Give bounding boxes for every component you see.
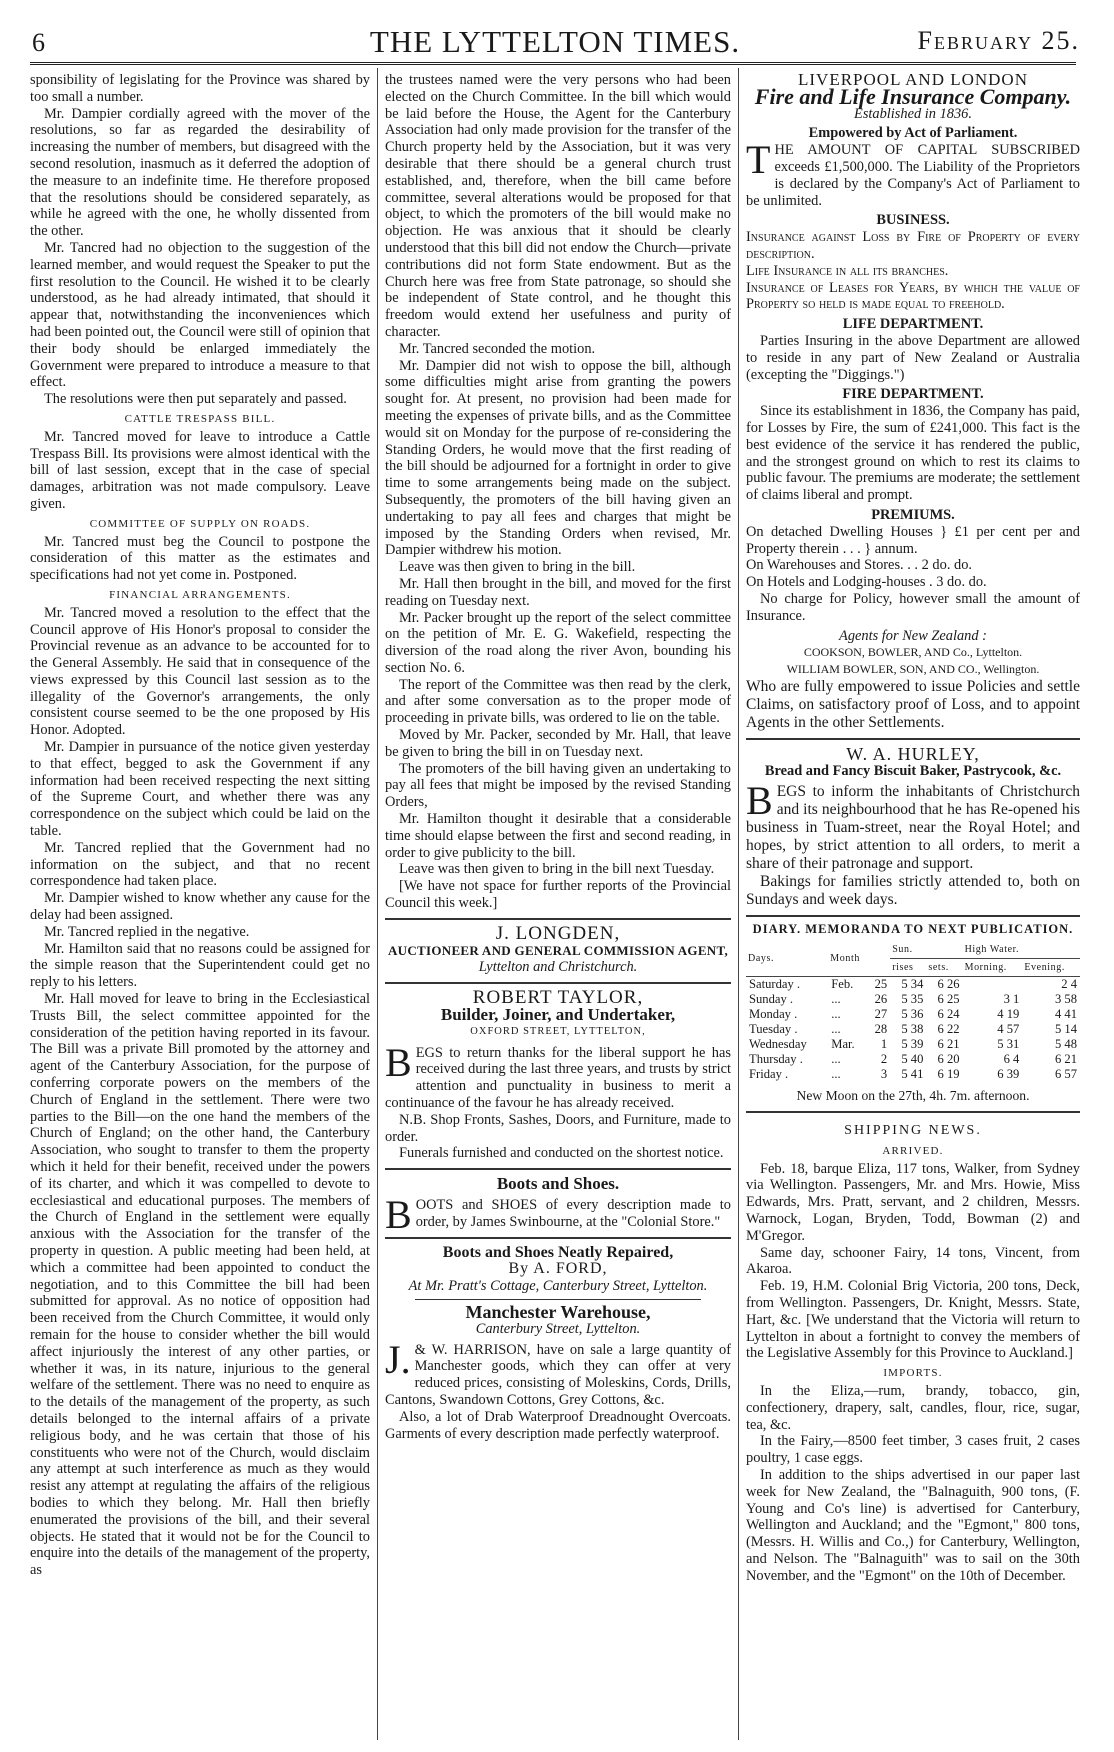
newspaper-title: THE LYTTELTON TIMES. bbox=[369, 24, 741, 59]
diary-cell-morning: 4 19 bbox=[997, 1007, 1020, 1022]
paragraph: Funerals furnished and conducted on the shortest notice. bbox=[399, 1145, 724, 1162]
diary-cell-date: 26 bbox=[874, 992, 888, 1007]
diary-cell-evening: 6 21 bbox=[1054, 1052, 1077, 1067]
diary-cell-month: ... bbox=[831, 1007, 841, 1022]
paragraph: The report of the Committee was then read by the clerk, and after some conversation as to the proper mode of proceeding in private bills, was ordered to lie on the table. bbox=[385, 676, 731, 727]
insurance-agent: WILLIAM BOWLER, SON, AND CO., Wellington. bbox=[786, 662, 1040, 677]
diary-cell-sets: 6 20 bbox=[937, 1052, 960, 1067]
column-2 bbox=[385, 72, 731, 1742]
paragraph: sponsibility of legislating for the Province was shared by too small a number. bbox=[30, 72, 370, 105]
diary-cell-evening: 5 14 bbox=[1054, 1022, 1077, 1037]
diary-cell-morning: 6 39 bbox=[997, 1067, 1020, 1082]
paragraph: Mr. Dampier wished to know whether any cause for the delay had been assigned. bbox=[30, 890, 370, 924]
paragraph: Mr. Hall moved for leave to bring in the Ecclesiastical Trusts Bill, the select committee appointed for the consideration of the petition having reported in its favour. The Bill was a private Bill promoted by the attorney and agent of the Canterbury Association, for the purpose of conferring corporate powers on the members of the Church of England in the settlement. There were two parties to the Bill—on the one hand the members of the Church of England; on the other hand, the Canterbury Association, who sought to transfer to them the property which it held for their benefit, received under the powers of its charter, and which it was compelled to devote to ecclesiastical and educational purposes. The members of the Church of England in the settlement were equally anxious with the Association for the transfer of the property in question. A public meeting had been held, at which a committee had been appointed to conduct the negotiation, and to this Committee the bill had been submitted for approval. As no notice of opposition had been received from the Church Committee, it would only remain for the house to consider whether the bill would affect injuriously the interest of any other parties, or whether it was, in its nature, injurious to the general welfare of the settlement. There was no need to enquire as to the details of the management of the property, as such details belonged to the internal affairs of a private religious body, and he was certain that those of his constituents who were not of the Church, would disclaim any attempt at such interference as much as they would resist any attempt at regulating the affairs of the religious bodies to which they belong. Mr. Hall then briefly enumerated the provisions of the bill, and their several objects. He stated that it would not be for the Council to enquire into the details of the management of the property, as bbox=[30, 991, 370, 1579]
premium-row: On Warehouses and Stores. . . 2 do. do. bbox=[746, 557, 972, 574]
advert-separator bbox=[385, 982, 731, 984]
diary-row bbox=[746, 992, 1080, 1007]
shipping-entry: In the Eliza,—rum, brandy, tobacco, gin, confectionery, drapery, salt, candles, flour, rice, sugar, tea, &c. bbox=[746, 1383, 1080, 1433]
advert-manchester-title: Manchester Warehouse, bbox=[465, 1301, 651, 1322]
diary-header-month: Month bbox=[828, 941, 890, 977]
paragraph: The promoters of the bill having given an undertaking to pay all fees that might be imposed by the revised Standing Orders, bbox=[385, 760, 731, 811]
insurance-fire-heading: FIRE DEPARTMENT. bbox=[842, 386, 984, 403]
diary-cell-sets: 6 25 bbox=[937, 992, 960, 1007]
advert-manchester-text: J. & W. HARRISON, have on sale a large quantity of Manchester goods, which they can offer at very reduced prices, consisting of Moleskins, Cords, Drills, Cantons, Swandown Cottons, Grey Cottons, &c. bbox=[385, 1336, 731, 1408]
paragraph: Mr. Tancred seconded the motion. bbox=[399, 340, 596, 357]
diary-cell-date: 2 bbox=[880, 1052, 888, 1067]
diary-header-sets: sets. bbox=[926, 959, 962, 977]
diary-box bbox=[746, 915, 1080, 1113]
diary-row bbox=[746, 1037, 1080, 1052]
paragraph: The resolutions were then put separately and passed. bbox=[44, 391, 347, 408]
insurance-business-item: Insurance against Loss by Fire of Property of every description. bbox=[746, 229, 1080, 262]
advert-separator bbox=[746, 738, 1080, 740]
paragraph: Mr. Tancred replied that the Government had no information on the subject, and that no recent correspondence had taken place. bbox=[30, 839, 370, 890]
paragraph: No charge for Policy, however small the amount of Insurance. bbox=[746, 590, 1080, 624]
shipping-entry: In addition to the ships advertised in our paper last week for New Zealand, the "Balnaguith, 900 tons, (F. Young and Co's line) is advertised for Canterbury, Wellington and Auckland; and the "Egmont," 800 tons, (Messrs. H. Willis and Co.,) for Canterbury, Wellington, and Nelson. The "Balnaguith" was to sail on the 30th November, and the "Egmont" on the 10th of December. bbox=[746, 1467, 1080, 1584]
masthead bbox=[30, 18, 1080, 62]
paragraph: Also, a lot of Drab Waterproof Dreadnought Overcoats. Garments of every description made perfectly waterproof. bbox=[385, 1408, 731, 1442]
insurance-life-heading: LIFE DEPARTMENT. bbox=[842, 316, 984, 333]
premium-row: On detached Dwelling Houses } £1 per cent per and Property therein . . . } annum. bbox=[746, 523, 1080, 557]
paragraph: Leave was then given to bring in the bill next Tuesday. bbox=[399, 861, 715, 878]
insurance-agents-heading: Agents for New Zealand : bbox=[839, 627, 987, 644]
insurance-title: LIVERPOOL AND LONDON bbox=[798, 72, 1028, 89]
paragraph: Leave was then given to bring in the bill. bbox=[399, 559, 636, 576]
diary-header-sun: Sun. bbox=[890, 941, 962, 959]
shipping-entry: Same day, schooner Fairy, 14 tons, Vincent, from Akaroa. bbox=[746, 1244, 1080, 1278]
section-heading: FINANCIAL ARRANGEMENTS. bbox=[109, 588, 291, 601]
column-divider bbox=[738, 68, 739, 1740]
column-3 bbox=[746, 72, 1080, 1742]
paragraph: Mr. Hamilton said that no reasons could be assigned for the simple reason that the Superintendent could get no reply to his letters. bbox=[30, 940, 370, 991]
insurance-agent: COOKSON, BOWLER, AND Co., Lyttelton. bbox=[803, 645, 1023, 660]
paragraph: [We have not space for further reports of the Provincial Council this week.] bbox=[385, 878, 731, 912]
advert-taylor-name: ROBERT TAYLOR, bbox=[472, 987, 644, 1009]
insurance-empowered: Empowered by Act of Parliament. bbox=[808, 125, 1018, 142]
diary-cell-morning: 3 1 bbox=[1003, 992, 1020, 1007]
advert-taylor-trade: Builder, Joiner, and Undertaker, bbox=[440, 1005, 676, 1025]
diary-cell-rises: 5 39 bbox=[901, 1037, 924, 1052]
diary-header-days: Days. bbox=[746, 941, 828, 977]
drop-cap: J. bbox=[385, 1336, 411, 1382]
diary-cell-date: 28 bbox=[874, 1022, 888, 1037]
masthead-rule bbox=[30, 62, 1076, 65]
diary-cell-rises: 5 36 bbox=[901, 1007, 924, 1022]
advert-hurley-name: W. A. HURLEY, bbox=[846, 743, 980, 764]
paragraph: Since its establishment in 1836, the Company has paid, for Losses by Fire, the sum of £241,000. This fact is the best evidence of the service it has rendered the public, and the strongest ground on which to rest its claims to public favour. The premiums are moderate; the settlement of claims liberal and prompt. bbox=[746, 403, 1080, 504]
diary-cell-rises: 5 40 bbox=[901, 1052, 924, 1067]
shipping-news-title: SHIPPING NEWS. bbox=[844, 1123, 982, 1139]
advert-repair-by: By A. FORD, bbox=[508, 1260, 608, 1278]
diary-cell-rises: 5 34 bbox=[901, 977, 924, 992]
diary-cell-sets: 6 19 bbox=[937, 1067, 960, 1082]
diary-cell-day: Monday . bbox=[749, 1007, 798, 1022]
advert-taylor-text: BEGS to return thanks for the liberal support he has received during the last three years, and trusts by strict attention and punctuality in business to merit a continuance of the favour he has already received. bbox=[385, 1039, 731, 1112]
diary-cell-date: 27 bbox=[874, 1007, 888, 1022]
diary-cell-sets: 6 24 bbox=[937, 1007, 960, 1022]
advert-longden-place: Lyttelton and Christchurch. bbox=[478, 959, 638, 976]
shipping-entry: Feb. 19, H.M. Colonial Brig Victoria, 200 tons, Deck, from Wellington. Passengers, Dr. Knight, Messrs. State, Hart, &c. [We understand that the Victoria will return to Lyttelton in about a fortnight to convey the members of the Legislative Assembly for this Province to Auckland.] bbox=[746, 1278, 1080, 1362]
diary-cell-rises: 5 41 bbox=[901, 1067, 924, 1082]
paragraph: Mr. Dampier cordially agreed with the mover of the resolutions, so far as regarded the desirability of increasing the number of members, but disagreed with the second resolution, inasmuch as it deferred the adoption of the measure to an indefinite time. He therefore proposed that the resolutions should be considered separately, as while he agreed with the one, he wholly dissented from the other. bbox=[30, 105, 370, 240]
diary-cell-month: ... bbox=[831, 1067, 841, 1082]
paragraph: Mr. Packer brought up the report of the select committee on the petition of Mr. E. G. Wakefield, respecting the diversion of the road along the river Avon, bounding his section No. 6. bbox=[385, 609, 731, 676]
diary-cell-morning: 4 57 bbox=[997, 1022, 1020, 1037]
advert-longden-trade: AUCTIONEER AND GENERAL COMMISSION AGENT, bbox=[387, 942, 729, 958]
advert-repair-address: At Mr. Pratt's Cottage, Canterbury Street, Lyttelton. bbox=[408, 1278, 708, 1295]
advert-boots-title: Boots and Shoes. bbox=[496, 1174, 620, 1194]
paragraph: Moved by Mr. Packer, seconded by Mr. Hall, that leave be given to bring the bill in on Tuesday next. bbox=[385, 727, 731, 760]
advert-hurley-text: BEGS to inform the inhabitants of Christchurch and its neighbourhood that he has Re-opened his business in Tuam-street, near the Royal Hotel; and hopes, by strict attention to all orders, to merit a share of their patronage and support. bbox=[746, 778, 1080, 873]
paragraph: Mr. Hall then brought in the bill, and moved for the first reading on Tuesday next. bbox=[385, 575, 731, 609]
section-heading: COMMITTEE OF SUPPLY ON ROADS. bbox=[89, 517, 311, 530]
diary-cell-evening: 2 4 bbox=[1061, 977, 1077, 992]
diary-cell-month: ... bbox=[831, 992, 841, 1007]
paragraph: Mr. Tancred moved a resolution to the effect that the Council approve of His Honor's proposal to consider the Provincial revenue as an advance to be accounted for to the General Assembly. He said that in consequence of the views expressed by this Council last session as to the illegality of the Governor's arrangements, the only consistent course seemed to be the one proposed by His Honor. Adopted. bbox=[30, 604, 370, 739]
diary-table bbox=[746, 941, 1080, 1082]
advert-separator bbox=[385, 918, 731, 920]
diary-cell-rises: 5 35 bbox=[901, 992, 924, 1007]
diary-row bbox=[746, 1067, 1080, 1082]
diary-cell-evening: 3 58 bbox=[1054, 992, 1077, 1007]
insurance-premiums-heading: PREMIUMS. bbox=[871, 506, 955, 523]
paragraph: Mr. Tancred had no objection to the suggestion of the learned member, and would request the Speaker to put the first resolution to the Council. He wished it to be clearly understood, as he had already intimated, that should it appear that, notwithstanding the inconveniences which had been pointed out, the Council were still of opinion that their body should be enlarged immediately the Government were prepared to introduce a measure to that effect. bbox=[30, 239, 370, 391]
diary-cell-date: 3 bbox=[880, 1067, 888, 1082]
paragraph: Bakings for families strictly attended to, both on Sundays and week days. bbox=[746, 873, 1080, 909]
diary-cell-month: ... bbox=[831, 1052, 841, 1067]
paragraph: Mr. Tancred moved for leave to introduce a Cattle Trespass Bill. Its provisions were almost identical with the bill of last session, except that in the case of special damages, arbitration was not made compulsory. Leave given. bbox=[30, 428, 370, 512]
diary-cell-sets: 6 26 bbox=[937, 977, 960, 992]
drop-cap: B bbox=[746, 778, 773, 824]
diary-cell-rises: 5 38 bbox=[901, 1022, 924, 1037]
diary-cell-morning: 6 4 bbox=[1003, 1052, 1020, 1067]
diary-row bbox=[746, 977, 1080, 993]
advert-taylor-address: OXFORD STREET, LYTTELTON, bbox=[470, 1025, 646, 1037]
shipping-entry: In the Fairy,—8500 feet timber, 3 cases fruit, 2 cases poultry, 1 case eggs. bbox=[746, 1433, 1080, 1467]
diary-cell-sets: 6 22 bbox=[937, 1022, 960, 1037]
column-divider bbox=[377, 68, 378, 1740]
paragraph: Mr. Dampier in pursuance of the notice given yesterday to that effect, begged to ask the Government if any information had been received respecting the next sitting of the Supreme Court, and whether there was any correspondence on the subject which could be laid on the table. bbox=[30, 739, 370, 840]
paragraph: Who are fully empowered to issue Policies and settle Claims, on satisfactory proof of Loss, and to appoint Agents in the other Settlements. bbox=[746, 677, 1080, 731]
diary-cell-day: Tuesday . bbox=[749, 1022, 798, 1037]
paragraph: Mr. Dampier did not wish to oppose the bill, although some difficulties might arise from granting the powers sought for. At present, no provision had been made for meeting the expenses of private bills, and as the Committee would sit on Monday for the purpose of re-considering the Standing Orders, he would move that the first reading of the bill should be adjourned for a fortnight in order to give time to some arrangements being made on the subject. Subsequently, the promoters of the bill having given an undertaking to pay all fees and charges that might be imposed by the Standing Orders when revised, Mr. Dampier withdrew his motion. bbox=[385, 357, 731, 559]
insurance-capital: THE AMOUNT OF CAPITAL SUBSCRIBED exceeds £1,500,000. The Liability of the Proprietors is declared by the Company's Act of Parliament to be unlimited. bbox=[746, 137, 1080, 209]
shipping-entry: Feb. 18, barque Eliza, 117 tons, Walker, from Sydney via Wellington. Passengers, Mr. and Mrs. Howie, Miss Edwards, Mrs. Pratt, servant, and 2 children, Messrs. Warnock, Logan, Bryden, Todd, Bowman (2) and M'Gregor. bbox=[746, 1160, 1080, 1244]
insurance-established: Established in 1836. bbox=[854, 105, 972, 122]
diary-header-high-water: High Water. bbox=[963, 941, 1080, 959]
diary-header-morning: Morning. bbox=[963, 959, 1023, 977]
diary-cell-day: Sunday . bbox=[749, 992, 794, 1007]
insurance-business-item: Insurance of Leases for Years, by which the value of Property so held is made equal to freehold. bbox=[746, 279, 1080, 313]
shipping-arrived-heading: ARRIVED. bbox=[882, 1144, 944, 1157]
moon-note: New Moon on the 27th, 4h. 7m. afternoon. bbox=[796, 1088, 1030, 1104]
insurance-business-heading: BUSINESS. bbox=[876, 212, 950, 229]
column-1 bbox=[30, 72, 370, 1742]
drop-cap: B bbox=[385, 1192, 412, 1237]
diary-cell-evening: 6 57 bbox=[1054, 1067, 1077, 1082]
issue-date: February 25. bbox=[917, 26, 1080, 55]
diary-cell-day: Saturday . bbox=[749, 977, 801, 992]
diary-header-evening: Evening. bbox=[1022, 959, 1080, 977]
premium-row: On Hotels and Lodging-houses . 3 do. do. bbox=[746, 574, 987, 591]
diary-row bbox=[746, 1007, 1080, 1022]
diary-cell-day: Wednesday bbox=[749, 1037, 807, 1052]
paragraph: Mr. Tancred replied in the negative. bbox=[44, 923, 250, 940]
paragraph: Mr. Hamilton thought it desirable that a considerable time should elapse between the first and second reading, in order to give publicity to the bill. bbox=[385, 811, 731, 861]
diary-cell-morning bbox=[963, 977, 1023, 993]
diary-cell-morning: 5 31 bbox=[997, 1037, 1020, 1052]
advert-longden-name: J. LONGDEN, bbox=[495, 922, 621, 944]
shipping-imports-heading: IMPORTS. bbox=[883, 1367, 943, 1380]
advert-hurley-trade: Bread and Fancy Biscuit Baker, Pastrycook, &c. bbox=[764, 762, 1062, 779]
advert-separator bbox=[415, 1299, 701, 1300]
drop-cap: T bbox=[746, 137, 771, 183]
diary-cell-month: ... bbox=[831, 1022, 841, 1037]
advert-boots-text: BOOTS and SHOES of every description made to order, by James Swinbourne, at the "Colonial Store." bbox=[385, 1192, 731, 1237]
diary-row bbox=[746, 1022, 1080, 1037]
paragraph: N.B. Shop Fronts, Sashes, Doors, and Furniture, made to order. bbox=[385, 1111, 731, 1145]
paragraph: the trustees named were the very persons who had been elected on the Church Committee. In the bill which would be laid before the House, the Agent for the Canterbury Association had only made provision for the transfer of the Church property held by the Association, but it was very desirable that there should be a general church trust established, and, therefore, when the bill came before committee, several alterations would be proposed for that object, to which the promoters of the bill would make no objection. He was anxious that it should be clearly understood that this bill did not endow the Church—private contributions did not form State endowment. But as the Church here was free from State patronage, so should she be independent of State control, and he thought this freedom would extend her usefulness and purity of character. bbox=[385, 72, 731, 340]
advert-separator bbox=[385, 1168, 731, 1170]
insurance-subtitle: Fire and Life Insurance Company. bbox=[754, 83, 1072, 109]
diary-cell-day: Thursday . bbox=[749, 1052, 803, 1067]
paragraph: Mr. Tancred must beg the Council to postpone the consideration of this matter as the estimates and specifications had not yet come in. Postponed. bbox=[30, 533, 370, 584]
diary-cell-date: 25 bbox=[874, 977, 888, 992]
drop-cap: B bbox=[385, 1039, 412, 1085]
diary-header-rises: rises bbox=[890, 959, 926, 977]
paragraph: Parties Insuring in the above Department are allowed to reside in any part of New Zealand or Australia (excepting the "Diggings.") bbox=[746, 332, 1080, 383]
diary-cell-month: Feb. bbox=[831, 977, 854, 992]
advert-manchester-place: Canterbury Street, Lyttelton. bbox=[475, 1320, 641, 1337]
insurance-business-item: Life Insurance in all its branches. bbox=[746, 262, 949, 279]
diary-cell-evening: 5 48 bbox=[1054, 1037, 1077, 1052]
page-number: 6 bbox=[32, 28, 45, 57]
diary-cell-sets: 6 21 bbox=[937, 1037, 960, 1052]
diary-title: DIARY. MEMORANDA TO NEXT PUBLICATION. bbox=[752, 922, 1074, 937]
diary-row bbox=[746, 1052, 1080, 1067]
diary-cell-date: 1 bbox=[880, 1037, 888, 1052]
diary-cell-month: Mar. bbox=[831, 1037, 855, 1052]
diary-cell-day: Friday . bbox=[749, 1067, 789, 1082]
diary-cell-evening: 4 41 bbox=[1054, 1007, 1077, 1022]
section-heading: CATTLE TRESPASS BILL. bbox=[124, 412, 276, 425]
advert-separator bbox=[385, 1237, 731, 1239]
advert-repair-title: Boots and Shoes Neatly Repaired, bbox=[442, 1243, 674, 1261]
